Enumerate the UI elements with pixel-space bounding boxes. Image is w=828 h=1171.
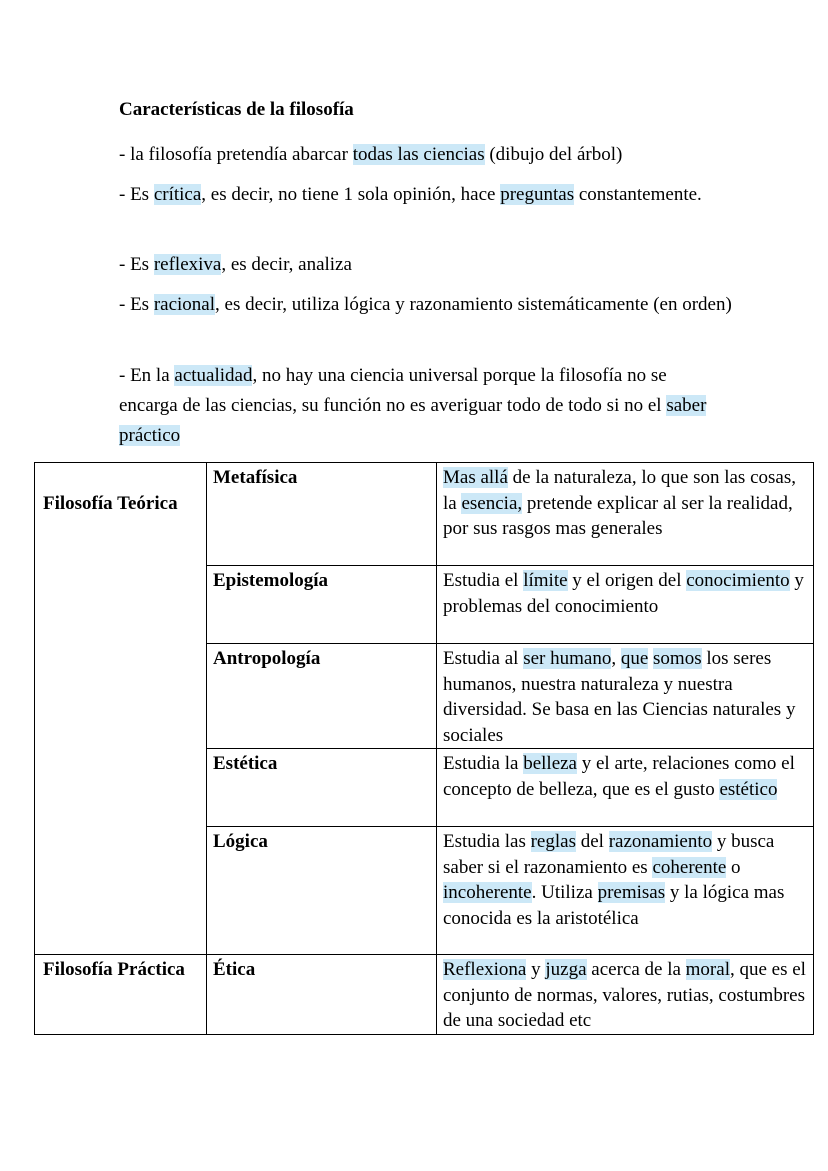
branch-name: Lógica <box>207 827 437 955</box>
highlighted-term: moral <box>685 959 730 980</box>
highlighted-term: racional <box>153 294 216 315</box>
group-label: Filosofía Teórica <box>43 493 178 514</box>
branch-description: Estudia la belleza y el arte, relaciones como el concepto de belleza, que es el gusto estético <box>437 749 814 827</box>
highlighted-term: crítica <box>153 184 202 205</box>
bullet-abarcar-ciencias: - la filosofía pretendía abarcar todas las ciencias (dibujo del árbol) <box>119 144 623 165</box>
branch-name: Epistemología <box>207 566 437 644</box>
highlighted-term: todas las ciencias <box>352 144 485 165</box>
highlighted-term: conocimiento <box>686 570 790 591</box>
highlighted-term: ser humano <box>523 648 612 669</box>
highlighted-term: reflexiva <box>153 254 222 275</box>
highlighted-term: coherente <box>652 856 727 878</box>
highlighted-term: límite <box>523 570 568 591</box>
branch-description: Mas allá de la naturaleza, lo que son las cosas, la esencia, pretende explicar al ser la realidad, por sus rasgos mas generales <box>437 463 814 566</box>
highlighted-term: que <box>620 648 649 669</box>
philosophy-branches-table <box>34 462 814 1035</box>
bullet-racional: - Es racional, es decir, utiliza lógica y razonamiento sistemáticamente (en orden) <box>119 294 732 315</box>
highlighted-term: actualidad <box>174 365 253 386</box>
bullet-reflexiva: - Es reflexiva, es decir, analiza <box>119 254 352 275</box>
highlighted-term: juzga <box>545 959 587 980</box>
branch-description: Estudia el límite y el origen del conocimiento y problemas del conocimiento <box>437 566 814 644</box>
bullet-actualidad: - En la actualidad, no hay una ciencia universal porque la filosofía no se encarga de las ciencias, su función no es averiguar todo de todo si no el saber práctico <box>119 365 707 446</box>
branch-name: Estética <box>207 749 437 827</box>
highlighted-term: esencia, <box>461 492 523 514</box>
bullet-critica: - Es crítica, es decir, no tiene 1 sola opinión, hace preguntas constantemente. <box>119 184 702 205</box>
highlighted-term: reglas <box>530 831 576 852</box>
highlighted-term: Mas allá <box>443 467 508 488</box>
highlighted-term: belleza <box>523 753 577 774</box>
highlighted-term: preguntas <box>500 184 575 205</box>
table-row <box>35 463 814 566</box>
highlighted-term: estético <box>719 778 778 800</box>
highlighted-term: premisas <box>597 882 666 903</box>
branch-name: Antropología <box>207 644 437 749</box>
table-row <box>35 955 814 1035</box>
highlighted-term: somos <box>653 648 702 669</box>
branch-description: Estudia al ser humano, que somos los seres humanos, nuestra naturaleza y nuestra diversidad. Se basa en las Ciencias naturales y sociales <box>437 644 814 749</box>
page-title: Características de la filosofía <box>119 99 354 120</box>
highlighted-term: saber práctico <box>119 395 707 446</box>
highlighted-term: incoherente <box>443 882 532 903</box>
branch-description: Reflexiona y juzga acerca de la moral, que es el conjunto de normas, valores, rutias, costumbres de una sociedad etc <box>437 955 814 1035</box>
group-cell-practica <box>35 955 207 1035</box>
highlighted-term: Reflexiona <box>443 959 527 980</box>
group-label: Filosofía Práctica <box>43 959 185 980</box>
group-cell-teorica <box>35 463 207 955</box>
branch-name: Metafísica <box>207 463 437 566</box>
branch-description: Estudia las reglas del razonamiento y busca saber si el razonamiento es coherente o incoherente. Utiliza premisas y la lógica mas conocida es la aristotélica <box>437 827 814 955</box>
branch-name: Ética <box>207 955 437 1035</box>
highlighted-term: razonamiento <box>608 831 713 852</box>
